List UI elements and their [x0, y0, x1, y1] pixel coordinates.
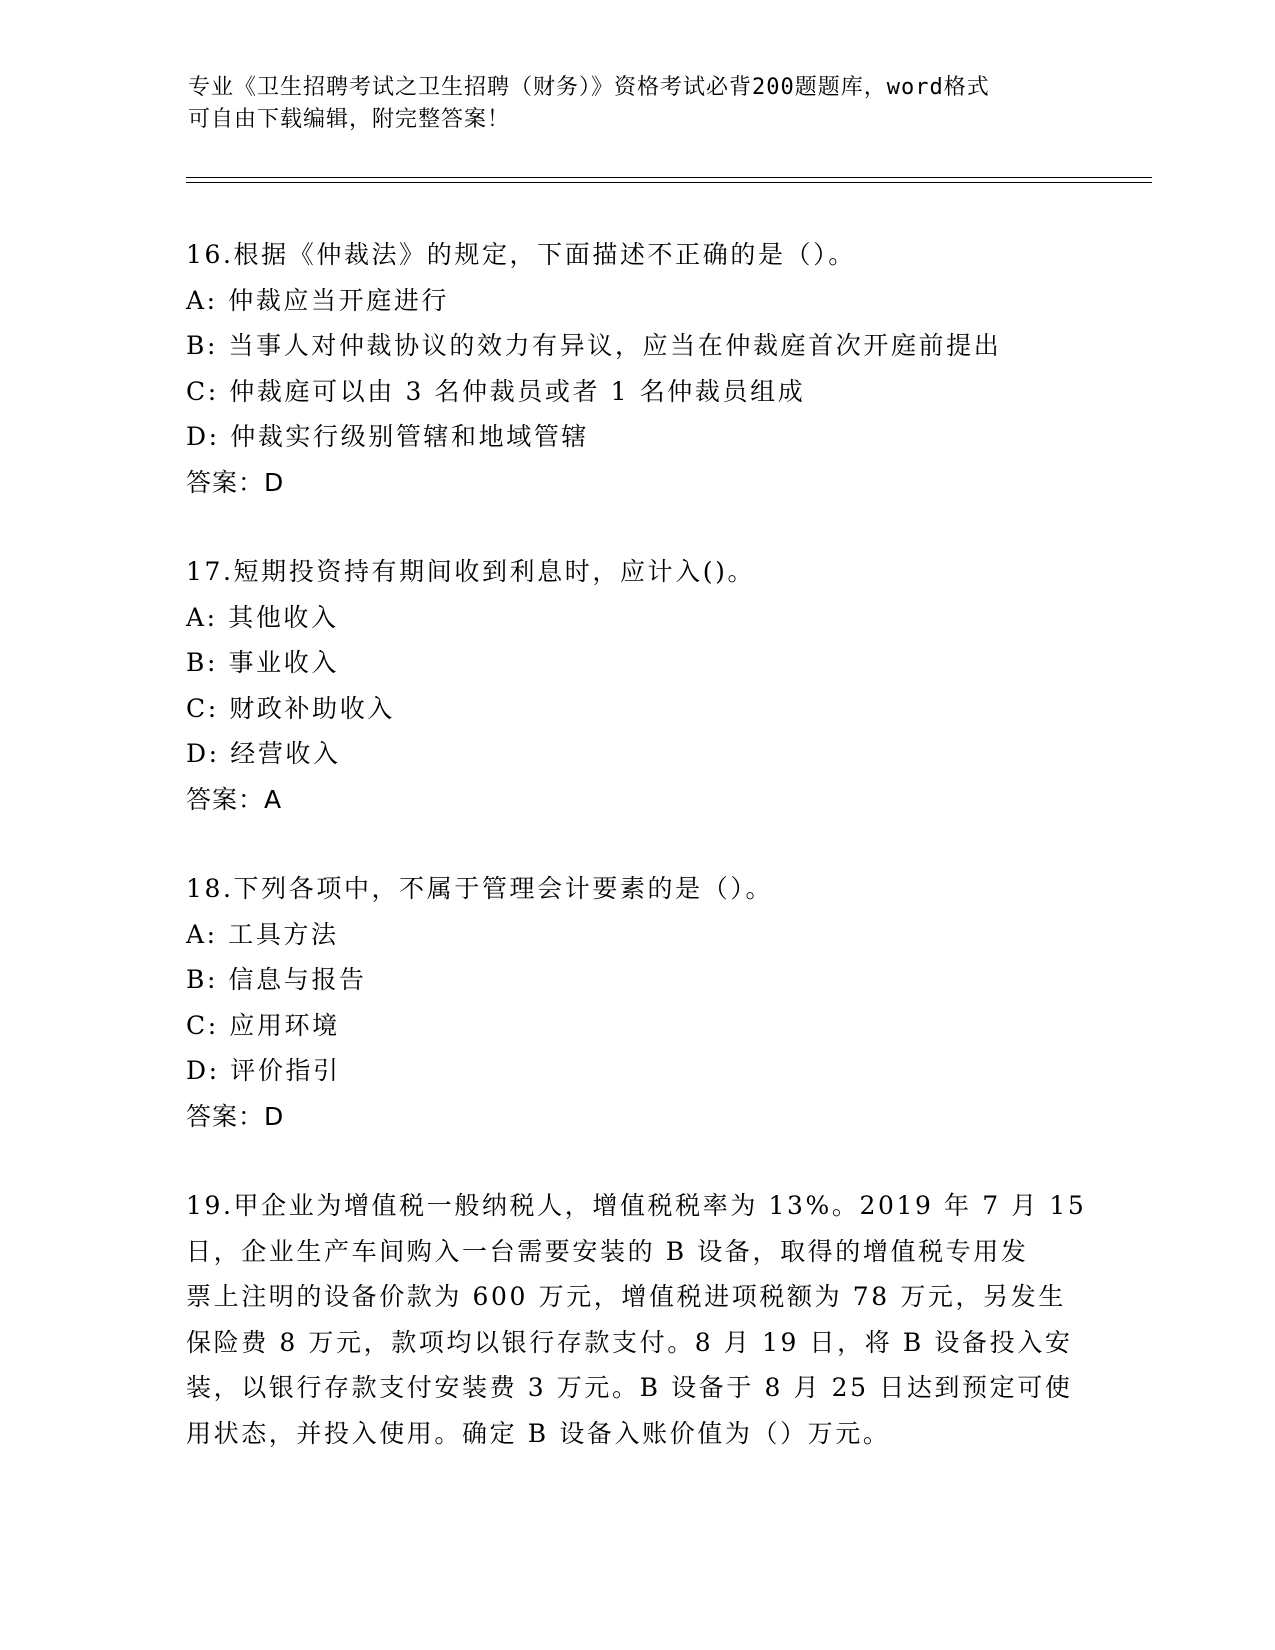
question-list [186, 232, 1086, 1456]
question-stem: 16.根据《仲裁法》的规定，下面描述不正确的是（）。 [186, 240, 856, 269]
question-spacer [186, 505, 1086, 549]
question-19 [186, 1183, 1086, 1456]
option-c: C: 仲裁庭可以由 3 名仲裁员或者 1 名仲裁员组成 [186, 376, 806, 406]
question-stem: 18.下列各项中，不属于管理会计要素的是（）。 [186, 874, 774, 903]
question-19-line-3: 票上注明的设备价款为 600 万元，增值税进项税额为 78 万元，另发生 [186, 1282, 1066, 1311]
document-header [188, 72, 1088, 136]
option-a: A: 工具方法 [186, 919, 339, 949]
question-18 [186, 866, 1086, 1139]
question-19-line-5: 装，以银行存款支付安装费 3 万元。B 设备于 8 月 25 日达到预定可使 [186, 1373, 1073, 1402]
option-a: A: 仲裁应当开庭进行 [186, 285, 450, 315]
answer: 答案：D [186, 1101, 285, 1131]
option-a: A: 其他收入 [186, 602, 339, 632]
question-stem: 17.短期投资持有期间收到利息时，应计入()。 [186, 557, 756, 586]
option-d: D: 评价指引 [186, 1056, 341, 1085]
header-divider-top [186, 177, 1152, 178]
question-spacer [186, 822, 1086, 866]
option-d: D: 仲裁实行级别管辖和地域管辖 [186, 422, 590, 451]
question-spacer [186, 1139, 1086, 1183]
option-c: C: 财政补助收入 [186, 693, 395, 723]
question-19-line-2: 日，企业生产车间购入一台需要安装的 B 设备，取得的增值税专用发 [186, 1236, 1029, 1266]
question-19-line-4: 保险费 8 万元，款项均以银行存款支付。8 月 19 日，将 B 设备投入安 [186, 1327, 1073, 1357]
option-d: D: 经营收入 [186, 739, 341, 768]
answer: 答案：D [186, 467, 285, 497]
option-b: B: 事业收入 [186, 648, 339, 677]
option-b: B: 当事人对仲裁协议的效力有异议，应当在仲裁庭首次开庭前提出 [186, 331, 1002, 360]
header-divider-bottom [186, 182, 1152, 183]
question-17 [186, 549, 1086, 822]
option-c: C: 应用环境 [186, 1010, 340, 1040]
question-19-line-1: 19.甲企业为增值税一般纳税人，增值税税率为 13%。2019 年 7 月 15 [186, 1191, 1087, 1220]
question-16 [186, 232, 1086, 505]
question-19-line-6: 用状态，并投入使用。确定 B 设备入账价值为（）万元。 [186, 1418, 891, 1448]
answer: 答案：A [186, 784, 283, 814]
option-b: B: 信息与报告 [186, 965, 367, 994]
header-line-1: 专业《卫生招聘考试之卫生招聘（财务）》资格考试必背200题题库，word格式 [188, 75, 990, 100]
header-line-2: 可自由下载编辑，附完整答案！ [188, 107, 511, 132]
